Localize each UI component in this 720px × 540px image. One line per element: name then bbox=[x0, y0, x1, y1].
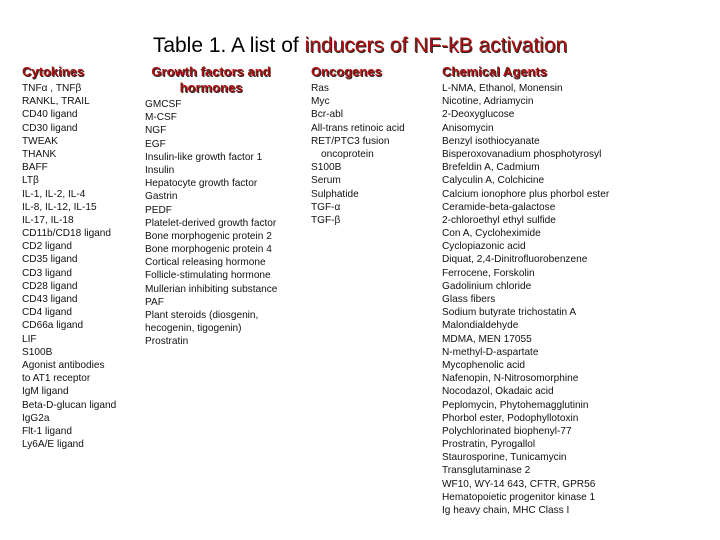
list-item: Brefeldin A, Cadmium bbox=[442, 162, 540, 174]
list-item: THANK bbox=[22, 148, 57, 160]
list-item: CD66a ligand bbox=[22, 320, 84, 332]
list-item: Serum bbox=[311, 175, 341, 187]
list-item: Ceramide-beta-galactose bbox=[442, 201, 556, 213]
list-item: All-trans retinoic acid bbox=[311, 122, 405, 134]
column-header bbox=[145, 64, 277, 96]
item-list bbox=[145, 98, 277, 349]
list-item: Staurosporine, Tunicamycin bbox=[442, 452, 567, 464]
list-item: Peplomycin, Phytohemagglutinin bbox=[442, 399, 589, 411]
column-header: Cytokines bbox=[22, 64, 85, 79]
list-item: CD2 ligand bbox=[22, 241, 72, 253]
list-item: Anisomycin bbox=[442, 122, 494, 134]
list-item: S100B bbox=[22, 346, 53, 358]
list-item: CD4 ligand bbox=[22, 307, 72, 319]
list-item: Sulphatide bbox=[311, 188, 359, 200]
list-item: 2-chloroethyl ethyl sulfide bbox=[442, 214, 556, 226]
list-item: Bone morphogenic protein 2 bbox=[145, 230, 272, 242]
list-item: WF10, WY-14 643, CFTR, GPR56 bbox=[442, 478, 596, 490]
list-item: Con A, Cycloheximide bbox=[442, 228, 541, 240]
list-item: Prostratin, Pyrogallol bbox=[442, 439, 536, 451]
list-item: N-methyl-D-aspartate bbox=[442, 346, 539, 358]
list-item: Gastrin bbox=[145, 191, 178, 203]
list-item: IL-8, IL-12, IL-15 bbox=[22, 201, 97, 213]
list-item: Platelet-derived growth factor bbox=[145, 217, 277, 229]
title-suffix: B activation bbox=[458, 34, 568, 57]
list-item: Flt-1 ligand bbox=[22, 425, 72, 437]
list-item: Glass fibers bbox=[442, 294, 496, 305]
list-item: Calyculin A, Colchicine bbox=[442, 175, 545, 187]
column-header-line1: Growth factors and bbox=[151, 64, 271, 79]
list-item: L-NMA, Ethanol, Monensin bbox=[442, 83, 563, 94]
item-list bbox=[22, 82, 116, 451]
list-item: MDMA, MEN 17055 bbox=[442, 333, 532, 345]
list-item: CD30 ligand bbox=[22, 122, 78, 134]
list-item: TWEAK bbox=[22, 135, 58, 147]
list-item: Transglutaminase 2 bbox=[442, 465, 531, 477]
list-item: Bone morphogenic protein 4 bbox=[145, 244, 272, 256]
item-list bbox=[311, 82, 405, 227]
list-item: Bisperoxovanadium phosphotyrosyl bbox=[442, 148, 602, 160]
list-item: Gadolinium chloride bbox=[442, 280, 532, 292]
list-item: Hematopoietic progenitor kinase 1 bbox=[442, 491, 596, 503]
list-item: S100B bbox=[311, 162, 342, 174]
list-item: Polychlorinated biophenyl-77 bbox=[442, 425, 572, 437]
list-item: Nafenopin, N-Nitrosomorphine bbox=[442, 373, 579, 385]
column-header: Oncogenes bbox=[311, 64, 382, 79]
list-item: oncoprotein bbox=[321, 148, 374, 160]
list-item: Hepatocyte growth factor bbox=[145, 178, 258, 190]
title-highlight: inducers of NF-k bbox=[304, 34, 459, 57]
list-item: RET/PTC3 fusion bbox=[311, 135, 390, 147]
list-item: IL-17, IL-18 bbox=[22, 214, 74, 226]
list-item: CD40 ligand bbox=[22, 109, 78, 121]
list-item: Insulin-like growth factor 1 bbox=[145, 151, 263, 163]
list-item: NGF bbox=[145, 125, 167, 137]
list-item: LTβ bbox=[22, 175, 39, 187]
list-item: CD11b/CD18 ligand bbox=[22, 228, 112, 240]
list-item: Cyclopiazonic acid bbox=[442, 241, 526, 253]
list-item: Benzyl isothiocyanate bbox=[442, 135, 540, 147]
title-prefix: Table 1. A list of bbox=[152, 34, 305, 57]
list-item: Beta-D-glucan ligand bbox=[22, 399, 117, 411]
list-item: EGF bbox=[145, 138, 166, 150]
list-item: Ferrocene, Forskolin bbox=[442, 267, 535, 279]
list-item: Nocodazol, Okadaic acid bbox=[442, 386, 554, 398]
list-item: Diquat, 2,4-Dinitrofluorobenzene bbox=[442, 254, 588, 266]
list-item: IgG2a bbox=[22, 412, 50, 424]
list-item: IL-1, IL-2, IL-4 bbox=[22, 188, 86, 200]
list-item: RANKL, TRAIL bbox=[22, 96, 90, 108]
list-item: TGF-α bbox=[311, 201, 341, 213]
item-list bbox=[442, 82, 609, 517]
list-item: Follicle-stimulating hormone bbox=[145, 270, 271, 282]
list-item: Agonist antibodies bbox=[22, 359, 105, 371]
list-item: Ras bbox=[311, 83, 329, 94]
column-header: Chemical Agents bbox=[442, 64, 547, 79]
list-item: Myc bbox=[311, 96, 330, 108]
list-item: Ly6A/E ligand bbox=[22, 439, 84, 451]
list-item: GMCSF bbox=[145, 99, 182, 110]
table-title bbox=[0, 33, 720, 59]
list-item: CD3 ligand bbox=[22, 267, 72, 279]
list-item: PEDF bbox=[145, 204, 172, 216]
list-item: to AT1 receptor bbox=[22, 373, 91, 385]
column-header-line2: hormones bbox=[179, 80, 243, 95]
list-item: 2-Deoxyglucose bbox=[442, 109, 515, 121]
list-item: TGF-β bbox=[311, 214, 341, 226]
list-item: Bcr-abl bbox=[311, 109, 343, 121]
list-item: Mullerian inhibiting substance bbox=[145, 283, 278, 295]
list-item: hecogenin, tigogenin) bbox=[145, 323, 242, 335]
list-item: Mycophenolic acid bbox=[442, 359, 526, 371]
list-item: CD35 ligand bbox=[22, 254, 78, 266]
list-item: Nicotine, Adriamycin bbox=[442, 96, 534, 108]
list-item: Prostratin bbox=[145, 336, 189, 348]
list-item: Ig heavy chain, MHC Class I bbox=[442, 505, 570, 516]
list-item: IgM ligand bbox=[22, 386, 69, 398]
list-item: Calcium ionophore plus phorbol ester bbox=[442, 188, 610, 200]
list-item: Sodium butyrate trichostatin A bbox=[442, 307, 577, 319]
list-item: TNFα , TNFβ bbox=[22, 83, 82, 94]
list-item: PAF bbox=[145, 296, 164, 308]
list-item: Plant steroids (diosgenin, bbox=[145, 310, 259, 321]
list-item: Malondialdehyde bbox=[442, 320, 519, 332]
list-item: CD28 ligand bbox=[22, 280, 78, 292]
list-item: BAFF bbox=[22, 162, 48, 174]
list-item: CD43 ligand bbox=[22, 294, 78, 305]
list-item: Insulin bbox=[145, 164, 175, 176]
list-item: Phorbol ester, Podophyllotoxin bbox=[442, 412, 579, 424]
list-item: Cortical releasing hormone bbox=[145, 257, 266, 269]
list-item: LIF bbox=[22, 333, 37, 345]
list-item: M-CSF bbox=[145, 112, 177, 124]
